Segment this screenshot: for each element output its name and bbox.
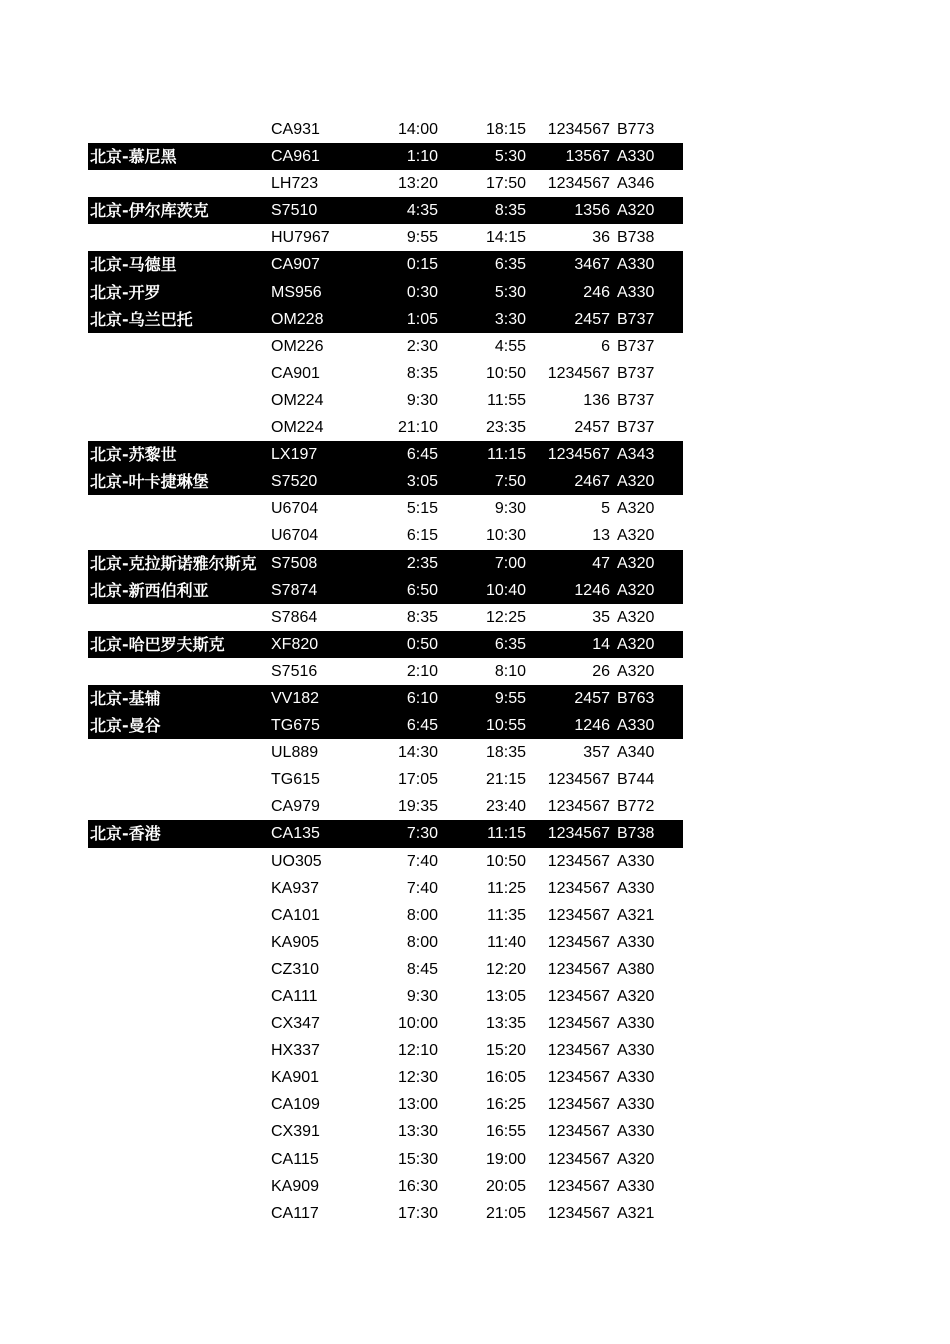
arrival-time-cell: 12:25 [485,608,526,626]
aircraft-type-cell: A330 [617,879,655,897]
aircraft-type-cell: B737 [617,391,655,409]
arrival-time-cell: 10:50 [485,852,526,870]
operating-days-cell: 36 [592,229,610,247]
departure-time-cell: 9:55 [406,229,438,247]
table-row [88,279,683,306]
flight-number-cell: CA901 [271,364,320,382]
operating-days-cell: 1234567 [547,879,610,897]
departure-time-cell: 6:45 [406,446,438,464]
arrival-time-cell: 13:05 [485,988,526,1005]
departure-time-cell: 7:30 [406,825,438,843]
operating-days-cell: 1234567 [547,1015,610,1033]
aircraft-type-cell: A330 [617,1123,655,1141]
departure-time-cell: 2:30 [406,337,438,355]
departure-time-cell: 5:15 [406,500,438,518]
flight-number-cell: HU7967 [271,229,330,247]
arrival-time-cell: 11:15 [487,446,526,464]
arrival-time-cell: 13:35 [485,1015,526,1033]
table-row [88,116,683,143]
operating-days-cell: 1234567 [547,1042,610,1060]
aircraft-type-cell: A320 [617,608,655,626]
aircraft-type-cell: A330 [617,283,655,301]
operating-days-cell: 1234567 [547,446,610,464]
flight-number-cell: UL889 [271,744,319,762]
aircraft-type-cell: A320 [617,988,655,1005]
operating-days-cell: 1234567 [547,906,610,924]
operating-days-cell: 1234567 [547,798,610,816]
table-row [88,929,683,956]
table-row [88,387,683,414]
table-row [88,1146,683,1173]
departure-time-cell: 17:05 [397,771,438,789]
departure-time-cell: 8:00 [406,906,438,924]
departure-time-cell: 15:30 [397,1150,438,1168]
aircraft-type-cell: A343 [617,446,655,464]
departure-time-cell: 14:30 [397,744,438,762]
flight-number-cell: CA907 [271,256,320,274]
aircraft-type-cell: A321 [617,1204,655,1222]
operating-days-cell: 136 [583,391,610,409]
operating-days-cell: 6 [601,337,610,355]
arrival-time-cell: 18:15 [485,121,526,138]
table-row [88,224,683,251]
operating-days-cell: 1234567 [547,825,610,843]
flight-number-cell: KA905 [271,933,320,951]
flight-number-cell: CA117 [271,1204,319,1222]
aircraft-type-cell: B773 [617,121,655,138]
table-row [88,577,683,604]
route-cell: 北京-香港 [90,824,161,844]
aircraft-type-cell: A320 [617,554,655,572]
operating-days-cell: 1234567 [547,988,610,1005]
flight-number-cell: TG675 [271,717,320,735]
arrival-time-cell: 11:15 [487,825,526,843]
aircraft-type-cell: A320 [617,635,655,653]
table-row [88,1010,683,1037]
operating-days-cell: 1234567 [547,771,610,789]
route-cell: 北京-曼谷 [90,716,161,736]
aircraft-type-cell: A320 [617,581,655,599]
flight-number-cell: CA931 [271,121,320,138]
departure-time-cell: 16:30 [397,1177,438,1195]
table-row [88,360,683,387]
departure-time-cell: 8:00 [406,933,438,951]
arrival-time-cell: 5:30 [494,283,526,301]
aircraft-type-cell: B772 [617,798,655,816]
arrival-time-cell: 20:05 [485,1177,526,1195]
aircraft-type-cell: A320 [617,662,655,680]
aircraft-type-cell: A320 [617,202,655,220]
departure-time-cell: 13:00 [397,1096,438,1114]
flight-number-cell: LX197 [271,446,318,464]
table-row [88,604,683,631]
flight-number-cell: LH723 [271,175,319,193]
departure-time-cell: 9:30 [406,391,438,409]
table-row [88,820,683,847]
flight-number-cell: CA109 [271,1096,320,1114]
arrival-time-cell: 9:30 [494,500,526,518]
route-cell: 北京-基辅 [90,688,161,708]
operating-days-cell: 1246 [574,717,610,735]
departure-time-cell: 8:45 [406,960,438,978]
aircraft-type-cell: A340 [617,744,655,762]
table-row [88,983,683,1010]
aircraft-type-cell: A346 [617,175,655,193]
aircraft-type-cell: A320 [617,1150,655,1168]
aircraft-type-cell: A320 [617,473,655,491]
flight-number-cell: CA101 [271,906,320,924]
operating-days-cell: 1234567 [547,852,610,870]
table-row [88,658,683,685]
route-cell: 北京-乌兰巴托 [90,309,193,329]
operating-days-cell: 35 [592,608,610,626]
route-cell: 北京-哈巴罗夫斯克 [90,634,225,654]
table-row [88,793,683,820]
flight-number-cell: VV182 [271,689,320,707]
flight-number-cell: CA961 [271,148,320,166]
table-row [88,197,683,224]
flight-number-cell: TG615 [271,771,320,789]
flight-number-cell: S7874 [271,581,318,599]
departure-time-cell: 3:05 [406,473,438,491]
table-row [88,1064,683,1091]
route-cell: 北京-马德里 [90,255,177,275]
flight-number-cell: CZ310 [271,960,320,978]
flight-number-cell: CA979 [271,798,320,816]
aircraft-type-cell: A330 [617,256,655,274]
flight-number-cell: OM226 [271,337,324,355]
arrival-time-cell: 12:20 [485,960,526,978]
flight-number-cell: S7864 [271,608,318,626]
table-row [88,739,683,766]
operating-days-cell: 2467 [574,473,610,491]
arrival-time-cell: 21:05 [485,1204,526,1222]
aircraft-type-cell: B738 [617,825,655,843]
table-row [88,306,683,333]
departure-time-cell: 12:10 [397,1042,438,1060]
operating-days-cell: 1246 [574,581,610,599]
arrival-time-cell: 23:40 [485,798,526,816]
arrival-time-cell: 10:30 [485,527,526,545]
operating-days-cell: 5 [601,500,610,518]
operating-days-cell: 1234567 [547,121,610,138]
aircraft-type-cell: A330 [617,148,655,166]
departure-time-cell: 8:35 [406,608,438,626]
arrival-time-cell: 7:00 [494,554,526,572]
operating-days-cell: 1234567 [547,364,610,382]
departure-time-cell: 4:35 [406,202,438,220]
departure-time-cell: 13:30 [397,1123,438,1141]
aircraft-type-cell: B737 [617,337,655,355]
arrival-time-cell: 11:25 [487,879,526,897]
table-row [88,902,683,929]
departure-time-cell: 13:20 [397,175,438,193]
departure-time-cell: 19:35 [397,798,438,816]
departure-time-cell: 0:30 [406,283,438,301]
arrival-time-cell: 18:35 [485,744,526,762]
operating-days-cell: 246 [583,283,610,301]
aircraft-type-cell: B763 [617,689,655,707]
table-row [88,333,683,360]
arrival-time-cell: 21:15 [485,771,526,789]
departure-time-cell: 7:40 [406,852,438,870]
flight-number-cell: UO305 [271,852,322,870]
aircraft-type-cell: A330 [617,1015,655,1033]
aircraft-type-cell: B737 [617,419,655,437]
arrival-time-cell: 5:30 [494,148,526,166]
table-row [88,441,683,468]
table-row [88,468,683,495]
arrival-time-cell: 17:50 [485,175,526,193]
operating-days-cell: 1234567 [547,1177,610,1195]
aircraft-type-cell: B738 [617,229,655,247]
table-row [88,522,683,549]
departure-time-cell: 1:10 [406,148,438,166]
aircraft-type-cell: A330 [617,1177,655,1195]
aircraft-type-cell: A321 [617,906,655,924]
table-row [88,685,683,712]
operating-days-cell: 1234567 [547,1096,610,1114]
arrival-time-cell: 9:55 [494,689,526,707]
flight-number-cell: CA135 [271,825,320,843]
operating-days-cell: 47 [592,554,610,572]
operating-days-cell: 2457 [574,419,610,437]
flight-number-cell: S7510 [271,202,318,220]
table-row [88,848,683,875]
arrival-time-cell: 14:15 [485,229,526,247]
flight-number-cell: U6704 [271,527,319,545]
departure-time-cell: 9:30 [406,988,438,1005]
operating-days-cell: 2457 [574,689,610,707]
aircraft-type-cell: A320 [617,500,655,518]
arrival-time-cell: 23:35 [485,419,526,437]
operating-days-cell: 14 [592,635,610,653]
arrival-time-cell: 4:55 [494,337,526,355]
flight-schedule-table [88,116,683,1227]
departure-time-cell: 12:30 [397,1069,438,1087]
table-row [88,495,683,522]
flight-number-cell: CX347 [271,1015,320,1033]
table-row [88,712,683,739]
arrival-time-cell: 6:35 [494,256,526,274]
aircraft-type-cell: A380 [617,960,655,978]
route-cell: 北京-克拉斯诺雅尔斯克 [90,553,257,573]
operating-days-cell: 1356 [574,202,610,220]
departure-time-cell: 0:50 [406,635,438,653]
arrival-time-cell: 8:10 [494,662,526,680]
route-cell: 北京-慕尼黑 [90,147,177,167]
flight-number-cell: MS956 [271,283,322,301]
aircraft-type-cell: A330 [617,852,655,870]
operating-days-cell: 3467 [574,256,610,274]
arrival-time-cell: 10:50 [485,364,526,382]
arrival-time-cell: 11:35 [487,906,526,924]
flight-number-cell: HX337 [271,1042,320,1060]
operating-days-cell: 1234567 [547,1150,610,1168]
table-row [88,766,683,793]
operating-days-cell: 13567 [565,148,610,166]
arrival-time-cell: 16:05 [485,1069,526,1087]
operating-days-cell: 1234567 [547,933,610,951]
arrival-time-cell: 8:35 [494,202,526,220]
flight-number-cell: KA901 [271,1069,320,1087]
route-cell: 北京-苏黎世 [90,445,177,465]
aircraft-type-cell: B737 [617,310,655,328]
aircraft-type-cell: A320 [617,527,655,545]
arrival-time-cell: 16:25 [485,1096,526,1114]
flight-number-cell: U6704 [271,500,319,518]
operating-days-cell: 26 [592,662,610,680]
aircraft-type-cell: A330 [617,1096,655,1114]
operating-days-cell: 1234567 [547,175,610,193]
flight-number-cell: S7508 [271,554,318,572]
departure-time-cell: 6:50 [406,581,438,599]
table-row [88,550,683,577]
arrival-time-cell: 10:40 [485,581,526,599]
departure-time-cell: 14:00 [397,121,438,138]
flight-number-cell: XF820 [271,635,319,653]
departure-time-cell: 6:15 [406,527,438,545]
flight-number-cell: OM228 [271,310,324,328]
table-row [88,414,683,441]
arrival-time-cell: 11:40 [487,933,526,951]
arrival-time-cell: 11:55 [487,391,526,409]
departure-time-cell: 2:35 [406,554,438,572]
arrival-time-cell: 16:55 [485,1123,526,1141]
operating-days-cell: 13 [592,527,610,545]
table-row [88,956,683,983]
flight-number-cell: OM224 [271,391,324,409]
table-row [88,1173,683,1200]
operating-days-cell: 1234567 [547,960,610,978]
operating-days-cell: 1234567 [547,1123,610,1141]
arrival-time-cell: 3:30 [494,310,526,328]
route-cell: 北京-叶卡捷琳堡 [90,472,209,492]
table-row [88,170,683,197]
flight-number-cell: KA937 [271,879,320,897]
departure-time-cell: 6:10 [406,689,438,707]
departure-time-cell: 2:10 [406,662,438,680]
table-row [88,1091,683,1118]
aircraft-type-cell: A330 [617,1069,655,1087]
flight-number-cell: CX391 [271,1123,320,1141]
flight-number-cell: S7520 [271,473,318,491]
operating-days-cell: 357 [583,744,610,762]
aircraft-type-cell: A330 [617,1042,655,1060]
route-cell: 北京-伊尔库茨克 [90,201,209,221]
departure-time-cell: 17:30 [397,1204,438,1222]
arrival-time-cell: 10:55 [485,717,526,735]
route-cell: 北京-新西伯利亚 [90,580,209,600]
arrival-time-cell: 6:35 [494,635,526,653]
aircraft-type-cell: A330 [617,717,655,735]
table-row [88,143,683,170]
aircraft-type-cell: B737 [617,364,655,382]
flight-number-cell: CA115 [271,1150,319,1168]
flight-number-cell: S7516 [271,662,318,680]
operating-days-cell: 2457 [574,310,610,328]
departure-time-cell: 8:35 [406,364,438,382]
table-row [88,251,683,278]
table-row [88,1200,683,1227]
arrival-time-cell: 19:00 [485,1150,526,1168]
arrival-time-cell: 7:50 [494,473,526,491]
table-row [88,1037,683,1064]
aircraft-type-cell: A330 [617,933,655,951]
table-row [88,875,683,902]
table-row [88,1118,683,1145]
operating-days-cell: 1234567 [547,1069,610,1087]
table-row [88,631,683,658]
flight-number-cell: OM224 [271,419,324,437]
route-cell: 北京-开罗 [90,282,161,302]
departure-time-cell: 1:05 [406,310,438,328]
aircraft-type-cell: B744 [617,771,655,789]
departure-time-cell: 21:10 [397,419,438,437]
departure-time-cell: 10:00 [397,1015,438,1033]
departure-time-cell: 6:45 [406,717,438,735]
flight-number-cell: KA909 [271,1177,320,1195]
arrival-time-cell: 15:20 [485,1042,526,1060]
departure-time-cell: 0:15 [406,256,438,274]
operating-days-cell: 1234567 [547,1204,610,1222]
departure-time-cell: 7:40 [406,879,438,897]
flight-number-cell: CA111 [271,988,318,1005]
